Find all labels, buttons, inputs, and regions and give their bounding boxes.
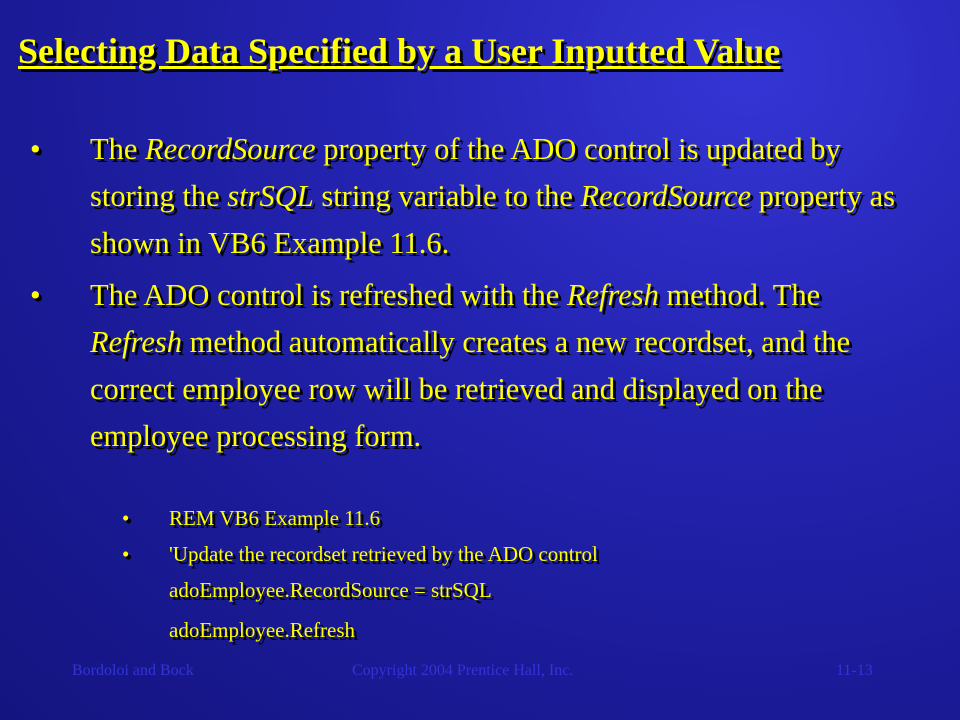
sub-bullet-text: REM VB6 Example 11.6	[169, 506, 381, 530]
sub-bullet-item	[122, 536, 902, 572]
sub-bullet-item	[122, 500, 902, 536]
bullet-text	[90, 126, 910, 267]
text-run: property as shown in VB6 Example 11.6.	[90, 179, 896, 260]
code-line: adoEmployee.Refresh	[169, 618, 356, 642]
bullet-marker: •	[30, 278, 41, 312]
sub-bullet-text: 'Update the recordset retrieved by the ADO control	[169, 542, 598, 566]
italic-term: strSQL	[227, 179, 314, 213]
italic-term: Refresh	[566, 278, 659, 312]
footer-copyright: Copyright 2004 Prentice Hall, Inc.	[352, 662, 574, 679]
sub-bullet-marker: •	[122, 506, 130, 530]
text-run: method automatically creates a new recordset, and the correct employee row will be retrieved and displayed on the employee processing form.	[90, 325, 851, 453]
code-line: adoEmployee.RecordSource = strSQL	[169, 578, 492, 602]
footer-authors: Bordoloi and Bock	[72, 662, 194, 679]
text-run: The	[90, 132, 146, 166]
bullet-marker: •	[30, 132, 41, 166]
bullet-item	[30, 126, 910, 267]
text-run: property of the ADO control is updated by storing the	[90, 132, 841, 213]
bullet-text	[90, 272, 910, 460]
slide-title: Selecting Data Specified by a User Inputted Value	[18, 31, 781, 71]
text-run: string variable to the	[313, 179, 581, 213]
text-run: method. The	[658, 278, 821, 312]
italic-term: RecordSource	[145, 132, 316, 166]
bullet-item	[30, 272, 910, 460]
text-run: The ADO control is refreshed with the	[90, 278, 567, 312]
italic-term: RecordSource	[580, 179, 752, 213]
sub-bullet-marker: •	[122, 542, 130, 566]
italic-term: Refresh	[90, 325, 183, 359]
footer-page-number: 11-13	[836, 662, 873, 679]
